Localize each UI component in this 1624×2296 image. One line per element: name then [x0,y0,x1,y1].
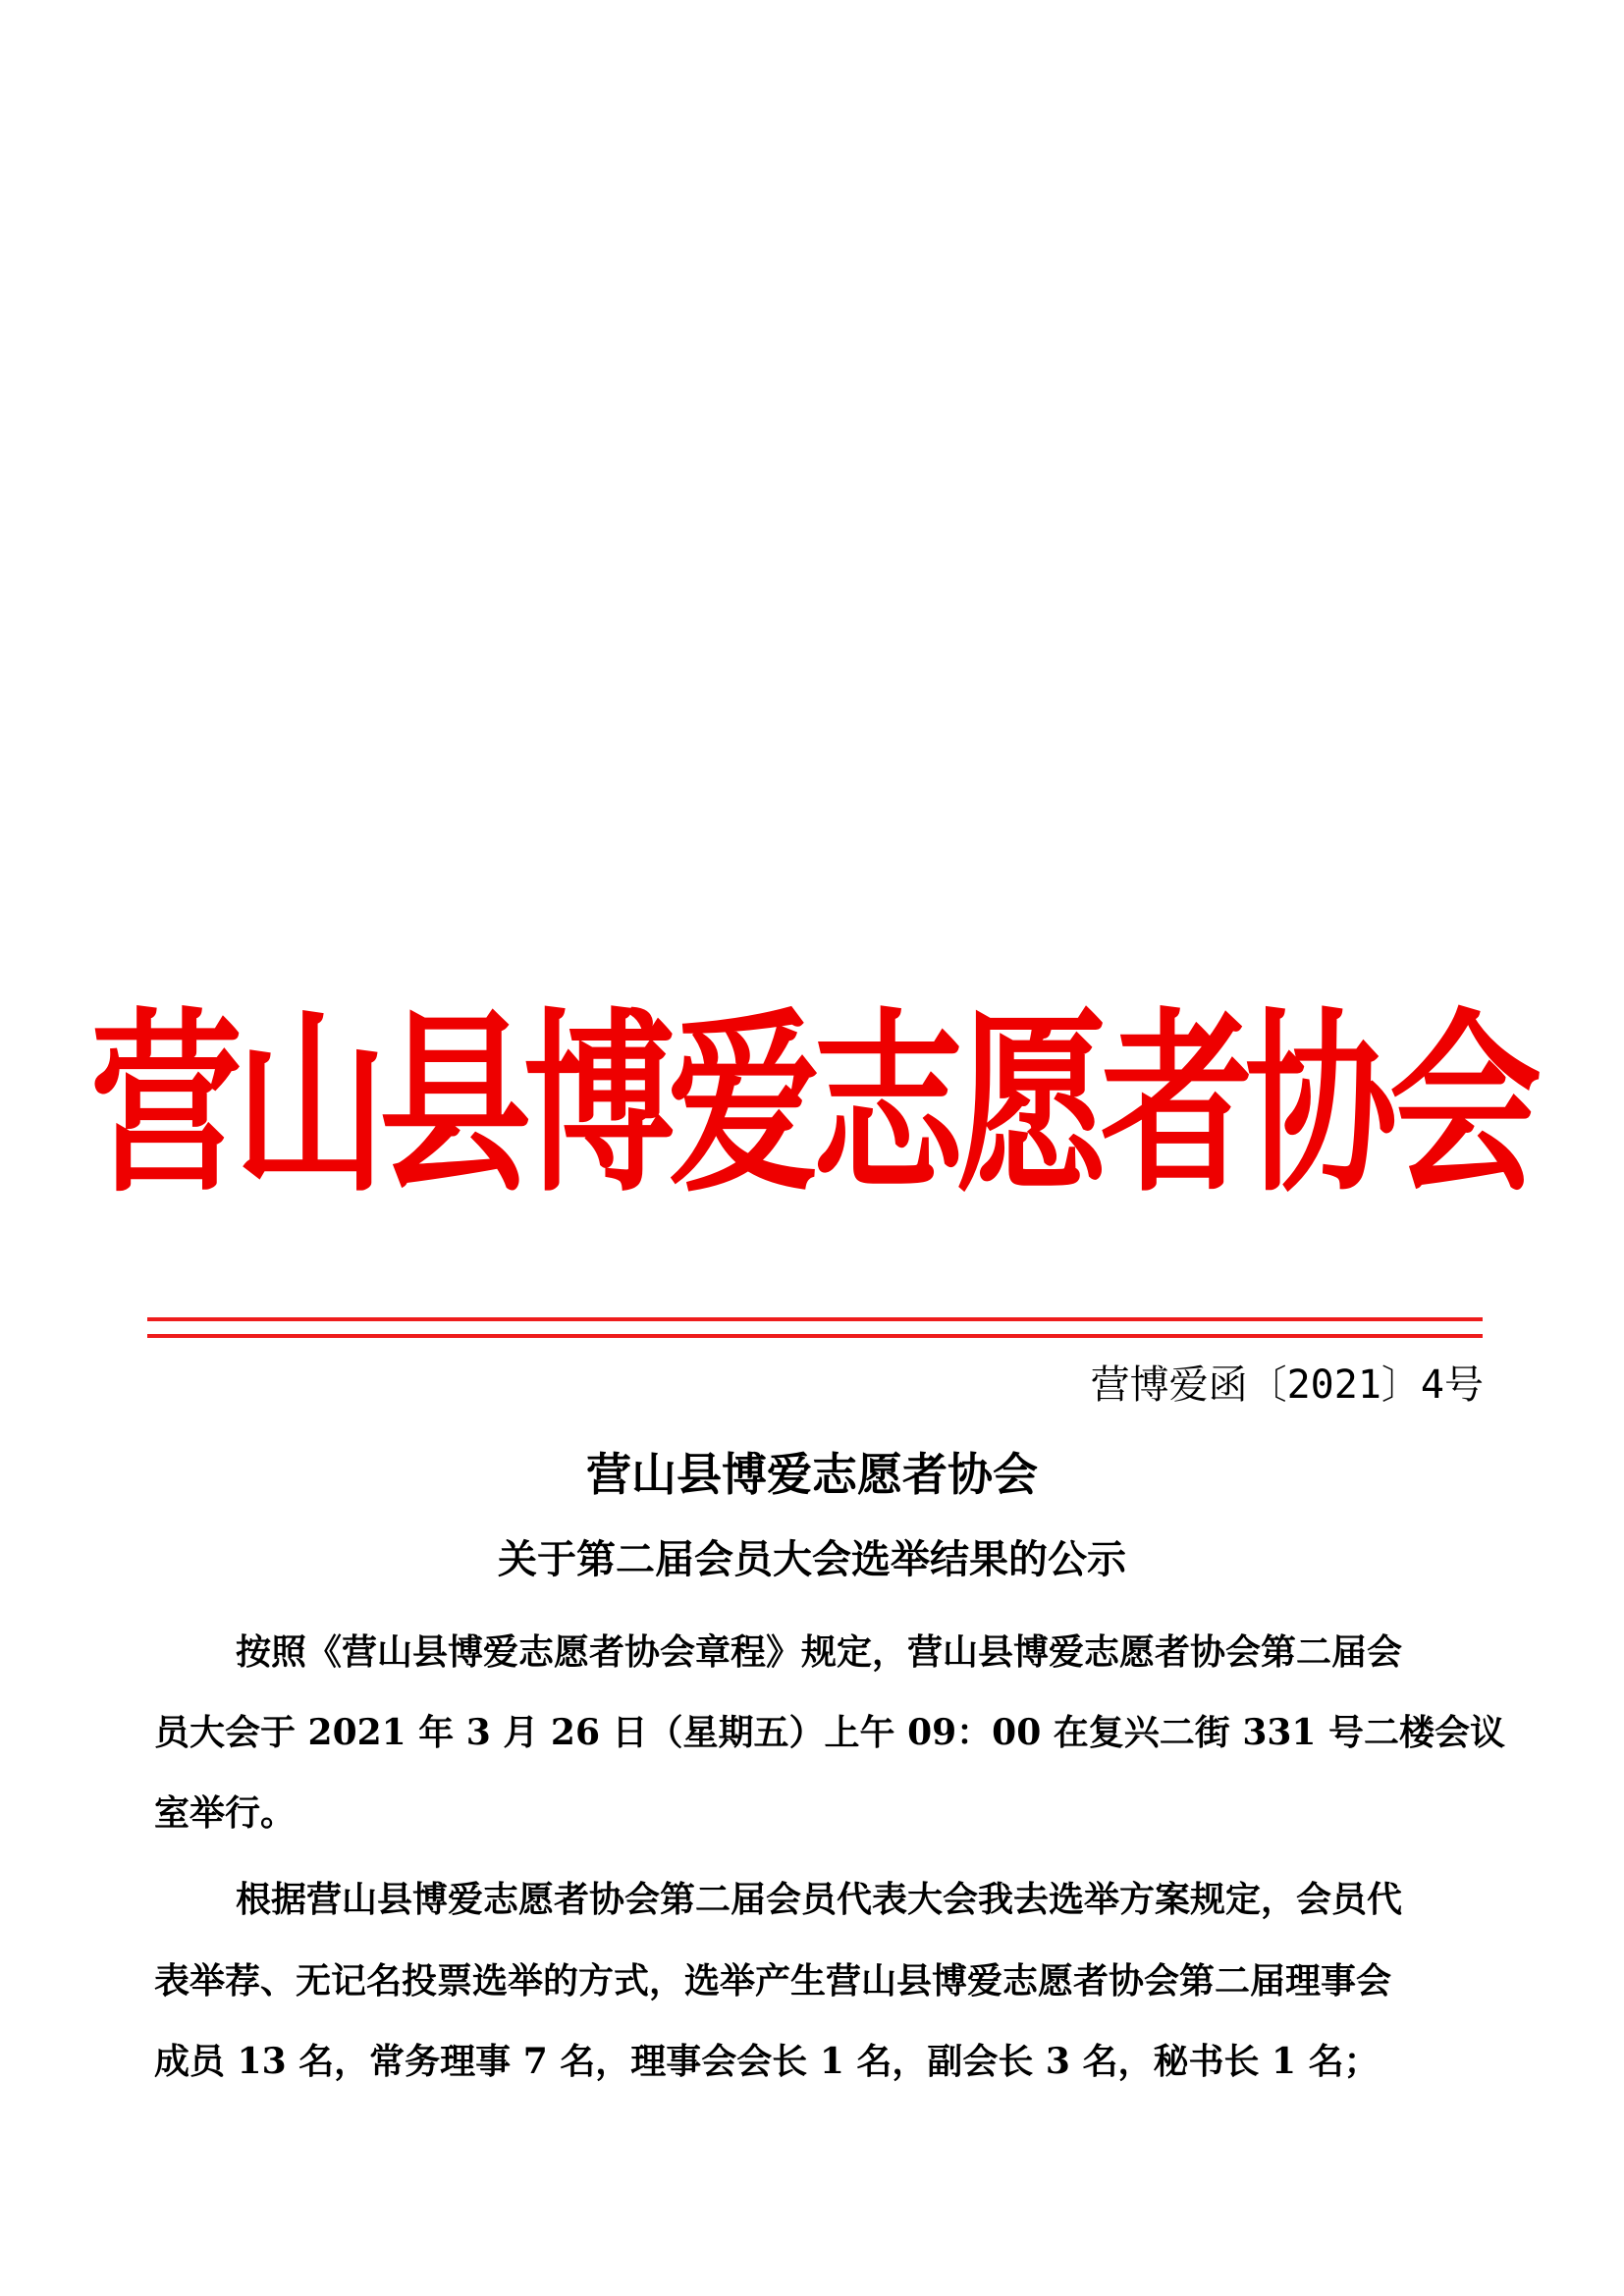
body-paragraph-2-line-2: 表举荐、无记名投票选举的方式，选举产生营山县博爱志愿者协会第二届理事会 [154,1960,1392,2002]
notice-title-organization: 营山县博爱志愿者协会 [586,1448,1038,1501]
red-rule-thin [147,1334,1483,1338]
body-paragraph-2-line-1: 根据营山县博爱志愿者协会第二届会员代表大会我去选举方案规定，会员代 [236,1879,1403,1920]
body-paragraph-1-line-3: 室举行。 [154,1792,297,1834]
body-paragraph-2-line-3: 成员 13 名，常务理事 7 名，理事会会长 1 名，副会长 3 名，秘书长 1 名； [154,2041,1380,2082]
notice-title-subject: 关于第二届会员大会选举结果的公示 [498,1536,1126,1582]
red-rule-thick [147,1317,1483,1321]
masthead-title: 营山县博爱志愿者协会 [90,988,1534,1219]
body-paragraph-1-line-1: 按照《营山县博爱志愿者协会章程》规定，营山县博爱志愿者协会第二届会 [236,1631,1403,1673]
document-number: 营博爱函〔2021〕4号 [1090,1362,1484,1408]
body-paragraph-1-line-2: 员大会于 2021 年 3 月 26 日（星期五）上午 09：00 在复兴二街 331 号二楼会议 [154,1712,1506,1753]
